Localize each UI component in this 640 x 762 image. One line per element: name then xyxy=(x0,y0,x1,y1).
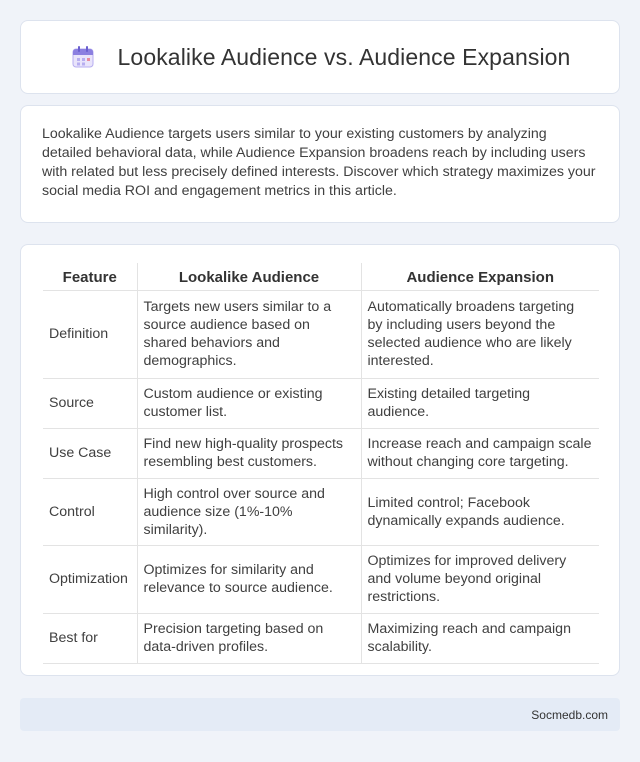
comparison-table xyxy=(43,263,599,664)
footer-site-link[interactable]: Socmedb.com xyxy=(531,707,608,722)
comparison-card xyxy=(20,244,620,676)
page-title: Lookalike Audience vs. Audience Expansion xyxy=(117,43,571,70)
row-lookalike: Find new high-quality prospects resembling best customers. xyxy=(137,428,361,478)
row-expansion: Optimizes for improved delivery and volume beyond original restrictions. xyxy=(361,545,599,613)
row-lookalike: Optimizes for similarity and relevance to source audience. xyxy=(137,545,361,613)
row-feature: Best for xyxy=(43,613,137,663)
row-lookalike: Targets new users similar to a source audience based on shared behaviors and demographics. xyxy=(137,290,361,378)
table-header-row xyxy=(43,263,599,290)
row-expansion: Existing detailed targeting audience. xyxy=(361,378,599,428)
title-card xyxy=(20,20,620,94)
table-row xyxy=(43,378,599,428)
row-expansion: Automatically broadens targeting by including users beyond the selected audience who are likely interested. xyxy=(361,290,599,378)
table-row xyxy=(43,613,599,663)
row-lookalike: Precision targeting based on data-driven profiles. xyxy=(137,613,361,663)
table-row xyxy=(43,545,599,613)
intro-card xyxy=(20,105,620,223)
table-row xyxy=(43,428,599,478)
row-lookalike: Custom audience or existing customer list. xyxy=(137,378,361,428)
row-expansion: Increase reach and campaign scale without changing core targeting. xyxy=(361,428,599,478)
footer xyxy=(20,698,620,731)
header-lookalike: Lookalike Audience xyxy=(137,263,361,290)
row-feature: Definition xyxy=(43,290,137,378)
row-feature: Optimization xyxy=(43,545,137,613)
row-expansion: Maximizing reach and campaign scalability. xyxy=(361,613,599,663)
row-lookalike: High control over source and audience size (1%-10% similarity). xyxy=(137,478,361,545)
table-row xyxy=(43,290,599,378)
header-expansion: Audience Expansion xyxy=(361,263,599,290)
header-feature: Feature xyxy=(43,263,137,290)
row-expansion: Limited control; Facebook dynamically expands audience. xyxy=(361,478,599,545)
table-row xyxy=(43,478,599,545)
intro-text: Lookalike Audience targets users similar to your existing customers by analyzing detailed behavioral data, while Audience Expansion broadens reach by including users with related but less precisely defined interests. Discover which strategy maximizes your social media ROI and engagement metrics in this article. xyxy=(42,126,596,199)
row-feature: Use Case xyxy=(43,428,137,478)
row-feature: Control xyxy=(43,478,137,545)
row-feature: Source xyxy=(43,378,137,428)
calendar-icon xyxy=(70,44,96,70)
